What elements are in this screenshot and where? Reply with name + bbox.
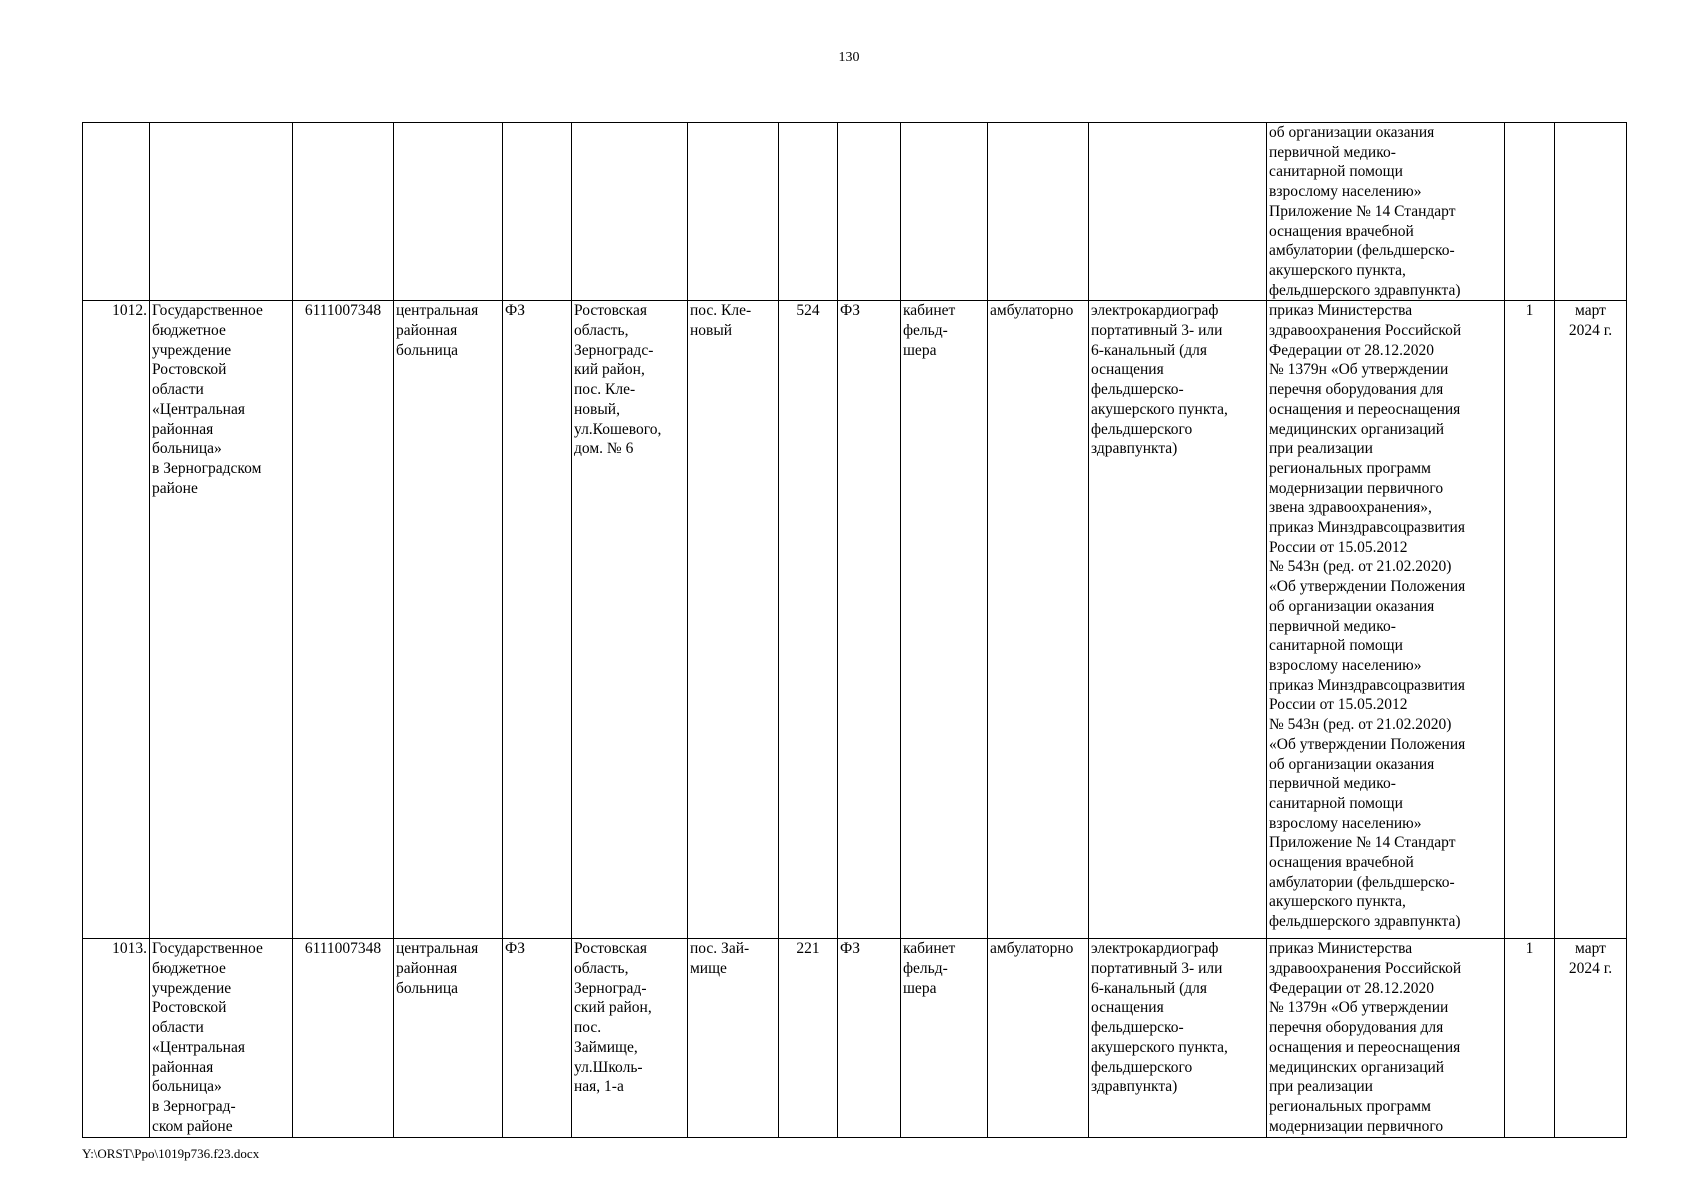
- table-row: [83, 301, 1627, 939]
- cell-quantity: 1: [1505, 301, 1555, 939]
- table-row: [83, 939, 1627, 1138]
- cell-unit-type: ФЗ: [503, 939, 572, 1138]
- cell-empty: [1089, 123, 1267, 301]
- cell-care-form: амбулаторно: [988, 301, 1089, 939]
- cell-organization: Государственное бюджетное учреждение Ростовской области «Центральная районная больница» в Зерноград- ском районе: [150, 939, 293, 1138]
- cell-legal-basis: приказ Министерства здравоохранения Российской Федерации от 28.12.2020 № 1379н «Об утверждении перечня оборудования для оснащения и переоснащения медицинских организаций при реализации региональных программ модернизации первичного звена здравоохранения», приказ Минздравсоцразвития России от 15.05.2012 № 543н (ред. от 21.02.2020) «Об утверждении Положения об организации оказания первичной медико- санитарной помощи взрослому населению» приказ Минздравсоцразвития России от 15.05.2012 № 543н (ред. от 21.02.2020) «Об утверждении Положения об организации оказания первичной медико- санитарной помощи взрослому населению» Приложение № 14 Стандарт оснащения врачебной амбулатории (фельдшерско- акушерского пункта, фельдшерского здравпункта): [1267, 301, 1505, 939]
- equipment-register-table: [82, 122, 1627, 1138]
- cell-legal-basis: приказ Министерства здравоохранения Российской Федерации от 28.12.2020 № 1379н «Об утверждении перечня оборудования для оснащения и переоснащения медицинских организаций при реализации региональных программ модернизации первичного: [1267, 939, 1505, 1138]
- cell-inn: 6111007348: [293, 301, 394, 939]
- cell-organization-type: центральная районная больница: [394, 301, 503, 939]
- cell-quantity: 1: [1505, 939, 1555, 1138]
- cell-address: Ростовская область, Зерноградс- кий район, пос. Кле- новый, ул.Кошевого, дом. № 6: [572, 301, 688, 939]
- cell-locality: пос. Зай- мище: [688, 939, 779, 1138]
- cell-basis-continuation: об организации оказания первичной медико- санитарной помощи взрослому населению» Приложение № 14 Стандарт оснащения врачебной амбулатории (фельдшерско- акушерского пункта, фельдшерского здравпункта): [1267, 123, 1505, 301]
- footer-file-path: Y:\ORST\Ppo\1019p736.f23.docx: [82, 1146, 260, 1161]
- cell-empty: [83, 123, 150, 301]
- table-row-continuation: [83, 123, 1627, 301]
- cell-empty: [150, 123, 293, 301]
- cell-empty: [901, 123, 988, 301]
- cell-row-number: 1012.: [83, 301, 150, 939]
- cell-empty: [1505, 123, 1555, 301]
- cell-row-number: 1013.: [83, 939, 150, 1138]
- cell-equipment: электрокардиограф портативный 3- или 6-канальный (для оснащения фельдшерско- акушерского пункта, фельдшерского здравпункта): [1089, 939, 1267, 1138]
- page-number: 130: [838, 50, 860, 65]
- cell-date: март 2024 г.: [1555, 939, 1627, 1138]
- cell-organization-type: центральная районная больница: [394, 939, 503, 1138]
- cell-locality: пос. Кле- новый: [688, 301, 779, 939]
- cell-empty: [779, 123, 838, 301]
- cell-empty: [394, 123, 503, 301]
- cell-unit-type-2: ФЗ: [838, 301, 901, 939]
- cell-empty: [1555, 123, 1627, 301]
- cell-population: 524: [779, 301, 838, 939]
- cell-care-form: амбулаторно: [988, 939, 1089, 1138]
- cell-empty: [988, 123, 1089, 301]
- cell-empty: [293, 123, 394, 301]
- cell-population: 221: [779, 939, 838, 1138]
- cell-room: кабинет фельд- шера: [901, 939, 988, 1138]
- cell-inn: 6111007348: [293, 939, 394, 1138]
- cell-empty: [838, 123, 901, 301]
- cell-room: кабинет фельд- шера: [901, 301, 988, 939]
- cell-address: Ростовская область, Зерноград- ский район, пос. Займище, ул.Школь- ная, 1-а: [572, 939, 688, 1138]
- cell-empty: [572, 123, 688, 301]
- cell-equipment: электрокардиограф портативный 3- или 6-канальный (для оснащения фельдшерско- акушерского пункта, фельдшерского здравпункта): [1089, 301, 1267, 939]
- cell-organization: Государственное бюджетное учреждение Ростовской области «Центральная районная больница» в Зерноградском районе: [150, 301, 293, 939]
- cell-empty: [688, 123, 779, 301]
- cell-unit-type-2: ФЗ: [838, 939, 901, 1138]
- cell-date: март 2024 г.: [1555, 301, 1627, 939]
- cell-unit-type: ФЗ: [503, 301, 572, 939]
- cell-empty: [503, 123, 572, 301]
